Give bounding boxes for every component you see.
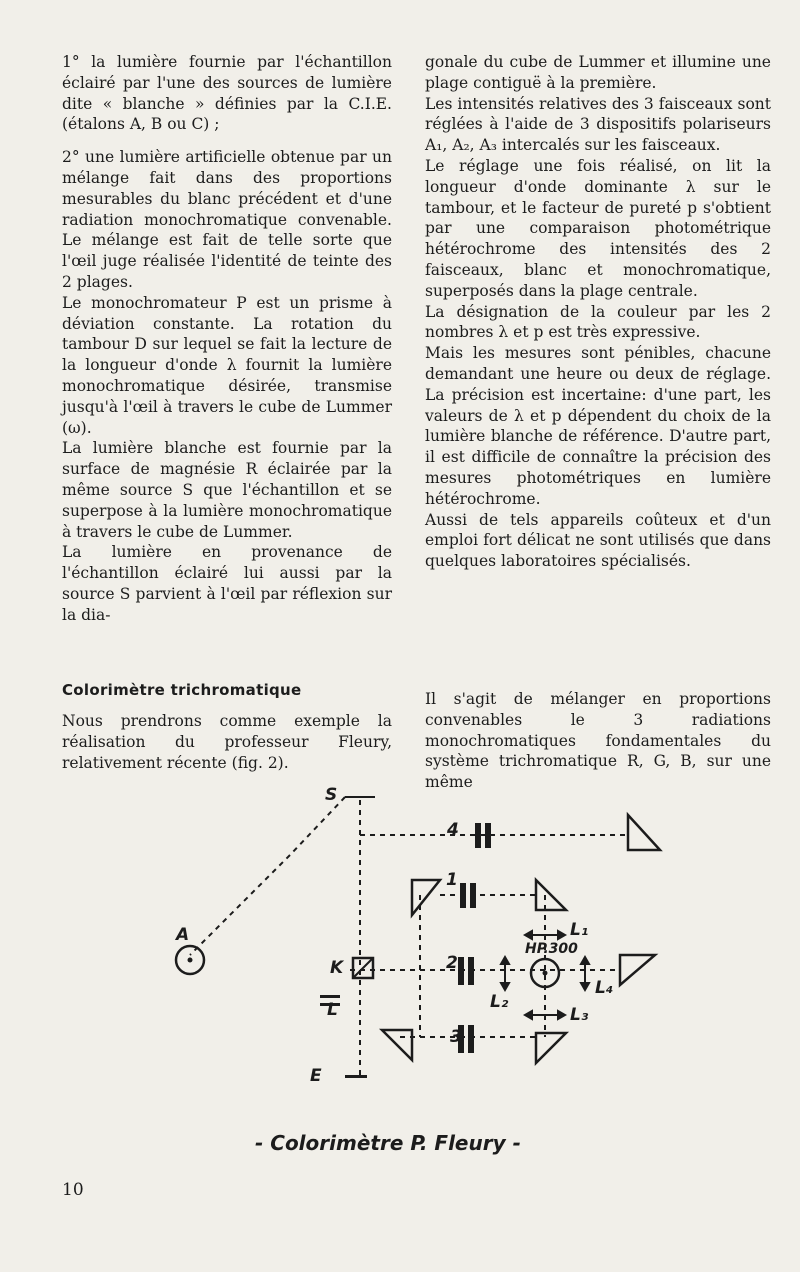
prism-3-right bbox=[536, 1033, 566, 1063]
label-2: 2 bbox=[446, 953, 458, 973]
paragraph: La lumière en provenance de l'échantillon éclairé lui aussi par la source S parvient à l'œil par réflexion sur la dia- bbox=[62, 543, 392, 624]
label-1: 1 bbox=[446, 870, 458, 890]
paragraph: Il s'agit de mélanger en proportions convenables le 3 radiations monochromatiques fondamentales du système trichromatique R, G, B, sur une même bbox=[425, 690, 771, 792]
figure-colorimeter-diagram bbox=[150, 775, 690, 1175]
filter-1 bbox=[460, 883, 466, 908]
label-l: L bbox=[327, 1000, 338, 1020]
label-k: K bbox=[330, 958, 344, 978]
paragraph: Aussi de tels appareils coûteux et d'un emploi fort délicat ne sont utilisés que dans quelques laboratoires spécialisés. bbox=[425, 510, 771, 571]
label-4: 4 bbox=[447, 820, 459, 840]
lens-l bbox=[320, 995, 340, 998]
diagram-svg bbox=[150, 775, 690, 1175]
label-l2: L₂ bbox=[490, 992, 509, 1012]
page-number: 10 bbox=[62, 1180, 84, 1200]
filter-4 bbox=[475, 823, 481, 848]
prism-3 bbox=[382, 1030, 412, 1060]
left-column bbox=[62, 52, 392, 638]
prism-4 bbox=[628, 815, 660, 850]
paragraph: Le réglage une fois réalisé, on lit la longueur d'onde dominante λ sur le tambour, et le facteur de pureté p s'obtient par une comparaison photométrique hétérochrome des intensités des 2 faisceaux, blanc et monochromatique, superposés dans la plage centrale. bbox=[425, 156, 771, 300]
light-path bbox=[190, 855, 290, 955]
label-e: E bbox=[310, 1066, 322, 1086]
paragraph: La lumière blanche est fournie par la surface de magnésie R éclairée par la même source S que l'échantillon et se superpose à la lumière monochromatique à travers le cube de Lummer. bbox=[62, 439, 392, 541]
light-path bbox=[290, 797, 345, 855]
prism-1 bbox=[412, 880, 440, 915]
paragraph: Mais les mesures sont pénibles, chacune demandant une heure ou deux de réglage. La précision est incertaine: d'une part, les valeurs de λ et p dépendent du choix de la lumière blanche de référence. D'autre part, il est difficile de connaître la précision des mesures photométriques en lumière hétérochrome. bbox=[425, 344, 771, 508]
label-hp300: HP.300 bbox=[525, 941, 578, 957]
paragraph: La désignation de la couleur par les 2 nombres λ et p est très expressive. bbox=[425, 302, 771, 342]
paragraph: 1° la lumière fournie par l'échantillon éclairé par l'une des sources de lumière dite « blanche » définies par la C.I.E. (étalons A, B ou C) ; bbox=[62, 53, 392, 134]
prism-center-right bbox=[620, 955, 655, 985]
label-3: 3 bbox=[450, 1027, 462, 1047]
label-l4: L₄ bbox=[595, 978, 614, 998]
paragraph: Les intensités relatives des 3 faisceaux sont réglées à l'aide de 3 dispositifs polariseurs A₁, A₂, A₃ intercalés sur les faisceaux. bbox=[425, 94, 771, 155]
label-l3: L₃ bbox=[570, 1005, 589, 1025]
filter-2 bbox=[458, 957, 464, 985]
paragraph: Nous prendrons comme exemple la réalisation du professeur Fleury, relativement récente (fig. 2). bbox=[62, 712, 392, 772]
figure-caption: - Colorimètre P. Fleury - bbox=[255, 1131, 521, 1155]
right-column bbox=[425, 52, 771, 584]
paragraph: 2° une lumière artificielle obtenue par un mélange fait dans des proportions mesurables du blanc précédent et d'une radiation monochromatique convenable. Le mélange est fait de telle sorte que l'œil juge réalisée l'identité de teinte des 2 plages. bbox=[62, 148, 392, 291]
section-heading: Colorimètre trichromatique bbox=[62, 681, 302, 699]
label-a: A bbox=[176, 925, 190, 945]
label-l1: L₁ bbox=[570, 920, 589, 940]
paragraph: Le monochromateur P est un prisme à déviation constante. La rotation du tambour D sur lequel se fait la lecture de la longueur d'onde λ fournit la lumière monochromatique désirée, transmise jusqu'à l'œil à travers le cube de Lummer (ω). bbox=[62, 293, 392, 437]
eye-e bbox=[345, 1075, 367, 1078]
label-s: S bbox=[325, 785, 338, 805]
paragraph: gonale du cube de Lummer et illumine une plage contiguë à la première. bbox=[425, 53, 771, 92]
prism-1-right bbox=[536, 880, 566, 910]
